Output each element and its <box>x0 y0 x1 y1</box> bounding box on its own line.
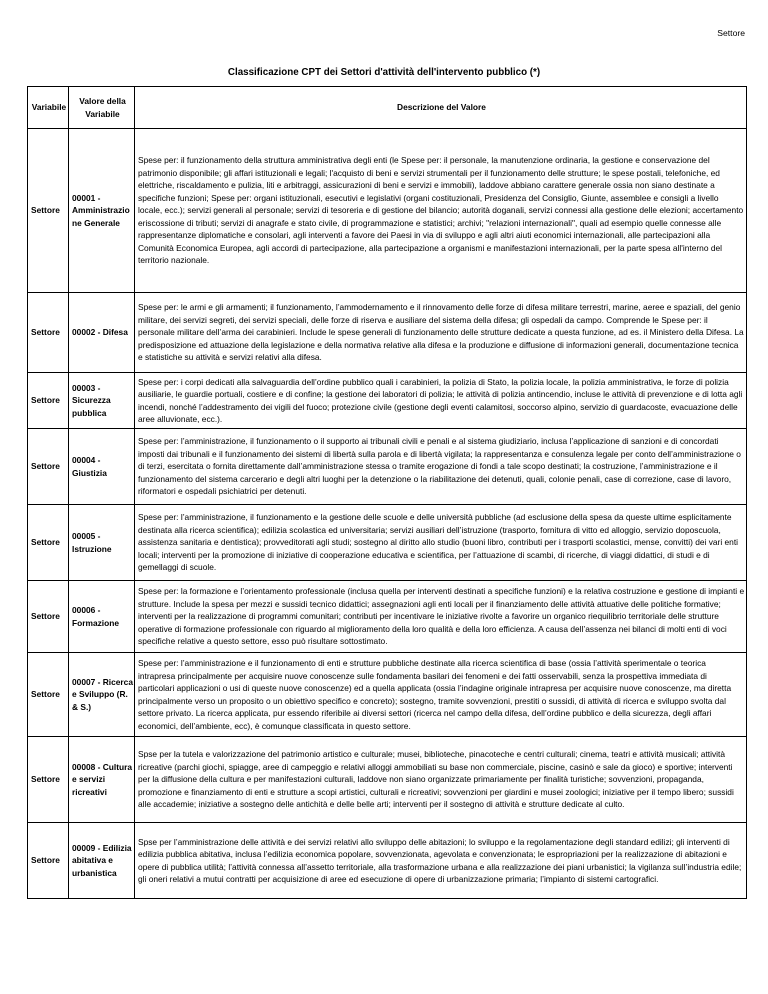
value-cell: 00003 - Sicurezza pubblica <box>69 373 135 429</box>
variable-cell: Settore <box>28 737 69 823</box>
table-row <box>28 129 747 293</box>
page-header: Settore <box>717 28 745 38</box>
table-header-row <box>28 87 747 129</box>
document-title: Classificazione CPT dei Settori d'attività dell'intervento pubblico (*) <box>227 67 541 78</box>
column-header-description: Descrizione del Valore <box>135 87 747 129</box>
variable-cell: Settore <box>28 505 69 581</box>
column-header-variable: Variabile <box>28 87 69 129</box>
table-row <box>28 653 747 737</box>
value-cell: 00009 - Edilizia abitativa e urbanistica <box>69 823 135 899</box>
variable-cell: Settore <box>28 823 69 899</box>
value-cell: 00001 - Amministrazione Generale <box>69 129 135 293</box>
table-row <box>28 581 747 653</box>
description-cell: Spese per: l’amministrazione e il funzionamento di enti e strutture pubbliche destinate alla ricerca scientifica di base (ossia l’attività sperimentale o teorica intrapresa principalmente per acquisire nuove conoscenze sulle fondamenta basilari dei fenomeni e dei fatti osservabili, senza la prospettiva immediata di particolari applicazioni o usi di queste nuove conoscenze) ed a quella applicata (ossia l’indagine originale intrapresa per acquisire nuove conoscenze, ma diretta principalmente verso un proposito o un obiettivo specifico e concreto); sostegno, tramite sovvenzioni, prestiti o sussidi, di attività di ricerca e sviluppo svolta dal settore privato. La ricerca applicata, pur essendo riferibile ai diversi settori (ricerca nel campo della difesa, dell’ordine pubblico e della sicurezza, degli affari economici, dell’ambiente, ecc), è comunque classificata in questo settore. <box>135 653 747 737</box>
description-cell: Spese per: le armi e gli armamenti; il funzionamento, l’ammodernamento e il rinnovamento delle forze di difesa militare terrestri, marine, aeree e spaziali, del genio militare, dei servizi segreti, dei servizi speciali, delle forze di riserva e ausiliare del sistema della difesa; gli ospedali da campo. Comprende le Spese per: il personale militare dell’arma dei carabinieri. Include le spese generali di funzionamento delle strutture dedicate a questa funzione, ad es. il Ministero della Difesa. La predisposizione ed attuazione della legislazione e della normativa relative alla difesa e la produzione e diffusione di informazioni generali, documentazione tecnica e statistiche su attività e servizi relativi alla difesa. <box>135 293 747 373</box>
table-row <box>28 373 747 429</box>
value-cell: 00004 - Giustizia <box>69 429 135 505</box>
variable-cell: Settore <box>28 429 69 505</box>
description-cell: Spse per la tutela e valorizzazione del patrimonio artistico e culturale; musei, biblioteche, pinacoteche e centri culturali; cinema, teatri e attività musicali; attività ricreative (parchi giochi, spiagge, aree di campeggio e relativi alloggi ammobiliati su base non commerciale, piscine, casinò e sale da gioco) e sportive; interventi per la diffusione della cultura e per manifestazioni culturali, laddove non siano organizzate primariamente per finalità turistiche; sovvenzioni, propaganda, promozione e finanziamento di enti e strutture a scopi artistici, culturali e ricreativi; sovvenzioni per giardini e musei zoologici; iniziative per il tempo libero; sussidi alle accademie; iniziative a sostegno delle antichità e delle belle arti; interventi per il sostegno di attività e strutture dedicate al culto. <box>135 737 747 823</box>
value-cell: 00008 - Cultura e servizi ricreativi <box>69 737 135 823</box>
description-cell: Spse per l’amministrazione delle attività e dei servizi relativi allo sviluppo delle abitazioni; lo sviluppo e la regolamentazione degli standard edilizi; gli interventi di edilizia pubblica abitativa, inclusa l’edilizia economica popolare, sovvenzionata, agevolata e convenzionata; le espropriazioni per la realizzazione di abitazioni e opere di pubblica utilità; l’attività connessa all’assetto territoriale, alla trasformazione urbana e alla realizzazione dei piani urbanistici; la vigilanza sull’industria edile; gli oneri relativi a mutui contratti per acquisizione di aree ed esecuzione di opere di urbanizzazione primaria; l’impianto di sistemi cartografici. <box>135 823 747 899</box>
value-cell: 00002 - Difesa <box>69 293 135 373</box>
table-row <box>28 293 747 373</box>
value-cell: 00007 - Ricerca e Sviluppo (R. & S.) <box>69 653 135 737</box>
description-cell: Spese per: il funzionamento della struttura amministrativa degli enti (le Spese per: il personale, la manutenzione ordinaria, la gestione e conservazione del patrimonio disponibile; gli affari istituzionali e legali; l'acquisto di beni e servizi strumentali per il funzionamento delle strutture; le spese postali, telefoniche, ed elettriche, riscaldamento e pulizia, liti e arbitraggi, assicurazioni di beni e servizi e immobili), laddove abbiano carattere generale ossia non siano destinate a specifiche funzioni; Spese per: organi istituzionali, esecutivi e legislativi (organi costituzionali, Presidenza del Consiglio, Giunte, assemblee e consigli a livello locale, ecc.); servizi generali al personale; servizi di tesoreria e di gestione del bilancio; autorità doganali, servizi connessi alla gestione delle elezioni; accertamento eriscossione di tributi; servizi di anagrafe e stato civile, di programmazione e statistici; archivi; "relazioni internazionali", quali ad esempio quelle connesse alle rappresentanze diplomatiche e consolari, agli interventi a favore dei Paesi in via di sviluppo e agli altri aiuti economici internazionali, alle partecipazioni alla Comunità Economica Europea, agli accordi di partecipazione, alla partecipazione a organismi e manifestazioni internazionali, per la parte spesa all'interno del territorio nazionale. <box>135 129 747 293</box>
description-cell: Spese per: i corpi dedicati alla salvaguardia dell’ordine pubblico quali i carabinieri, la polizia di Stato, la polizia locale, la polizia amministrativa, le forze di polizia ausiliarie, le guardie portuali, costiere e di confine; la gestione dei laboratori di polizia; le attività di polizia antincendio, incluse le attività di prevenzione e di lotta agli incendi, nonché l’addestramento dei vigili del fuoco; protezione civile (gestione degli eventi calamitosi, soccorso alpino, servizio di guardacoste, evacuazione delle aree alluvionate, ecc.). <box>135 373 747 429</box>
value-cell: 00005 - Istruzione <box>69 505 135 581</box>
description-cell: Spese per: l’amministrazione, il funzionamento e la gestione delle scuole e delle università pubbliche (ad esclusione della spesa da queste ultime esplicitamente destinata alla ricerca scientifica); edilizia scolastica ed universitaria; servizi ausiliari dell’istruzione (trasporto, fornitura di vitto ed alloggio, servizio doposcuola, assistenza sanitaria e dentistica); provveditorati agli studi; sostegno al diritto allo studio (buoni libro, contributi per i trasporti scolastici, mense, convitti) dei vari enti locali; interventi per la promozione di iniziative di cooperazione educativa e scientifica, per l’attuazione di scambi, di ricerche, di viaggi didattici, di studi e di gemellaggi di scuole. <box>135 505 747 581</box>
description-cell: Spese per: l’amministrazione, il funzionamento o il supporto ai tribunali civili e penali e al sistema giudiziario, inclusa l’applicazione di sanzioni e di concordati imposti dai tribunali e il funzionamento dei sistemi di libertà sulla parola e di libertà vigilata; la rappresentanza e consulenza legale per conto dell’amministrazione o di terzi, esercitata o fornita direttamente dall’amministrazione stessa o tramite erogazione di fondi a tale scopo destinati; la costruzione, l’amministrazione e il funzionamento del sistema carcerario e degli altri luoghi per la detenzione o la riabilitazione dei detenuti, quali, colonie penali, case di correzione, case di lavoro, riformatori e ospedali psichiatrici per detenuti. <box>135 429 747 505</box>
table-row <box>28 429 747 505</box>
table-row <box>28 737 747 823</box>
variable-cell: Settore <box>28 129 69 293</box>
table-row <box>28 505 747 581</box>
variable-cell: Settore <box>28 293 69 373</box>
table-row <box>28 823 747 899</box>
column-header-value: Valore della Variabile <box>69 87 135 129</box>
variable-cell: Settore <box>28 653 69 737</box>
value-cell: 00006 - Formazione <box>69 581 135 653</box>
description-cell: Spese per: la formazione e l’orientamento professionale (inclusa quella per interventi destinati a specifiche funzioni) e la relativa costruzione e gestione di impianti e strutture. Include la spesa per mezzi e sussidi tecnico didattici; assegnazioni agli enti locali per il finanziamento delle attività attuative delle politiche formative; interventi per la realizzazione di programmi comunitari; contributi per incentivare le iniziative rivolte a favorire un organico riequilibrio territoriale delle strutture operative di formazione professionale con riguardo al miglioramento della loro qualità e della loro efficienza. A causa dell’assenza nei bilanci di molti enti di voci specifiche relative a questo settore, esso può risultare sottostimato. <box>135 581 747 653</box>
variable-cell: Settore <box>28 581 69 653</box>
classification-table <box>27 86 747 899</box>
variable-cell: Settore <box>28 373 69 429</box>
